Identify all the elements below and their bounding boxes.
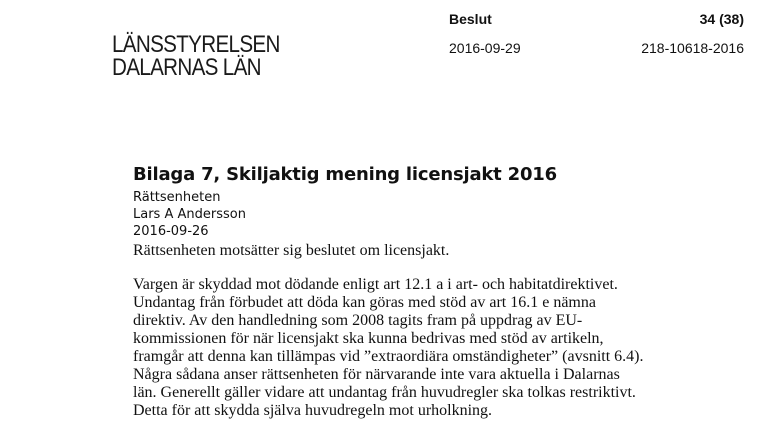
page-number: 34 (38) — [699, 11, 744, 27]
paragraph-line: framgår att denna kan tillämpas vid ”extraordiära omständigheter” (avsnitt 6.4). — [133, 348, 644, 365]
paragraph-line: kommissionen för när licensjakt ska kunna bedrivas med stöd av artikeln, — [133, 330, 604, 347]
logo-line-2: DALARNAS LÄN — [112, 54, 261, 81]
page-title: Bilaga 7, Skiljaktig mening licensjakt 2016 — [133, 164, 557, 185]
author: Lars A Andersson — [133, 207, 246, 222]
document-type: Beslut — [449, 11, 492, 27]
paragraph-line: Undantag från förbudet att döda kan göras med stöd av art 16.1 e nämna — [133, 294, 596, 311]
decision-date: 2016-09-29 — [449, 40, 521, 56]
paragraph-line: Detta för att skydda själva huvudregeln mot urholkning. — [133, 402, 493, 419]
opinion-date: 2016-09-26 — [133, 224, 209, 239]
agency-logo — [112, 33, 280, 79]
paragraph-line: direktiv. Av den handledning som 2008 tagits fram på uppdrag av EU- — [133, 312, 583, 329]
reference-number: 218-10618-2016 — [641, 40, 744, 56]
paragraph-line: Vargen är skyddad mot dödande enligt art 12.1 a i art- och habitatdirektivet. — [133, 276, 618, 293]
logo-line-1: LÄNSSTYRELSEN — [112, 31, 280, 58]
department: Rättsenheten — [133, 190, 221, 205]
paragraph-line: Några sådana anser rättsenheten för närvarande inte vara aktuella i Dalarnas — [133, 366, 620, 383]
body-paragraph — [133, 276, 773, 420]
paragraph-line: län. Generellt gäller vidare att undantag från huvudregler ska tolkas restriktivt. — [133, 384, 636, 401]
intro-sentence: Rättsenheten motsätter sig beslutet om licensjakt. — [133, 242, 450, 259]
